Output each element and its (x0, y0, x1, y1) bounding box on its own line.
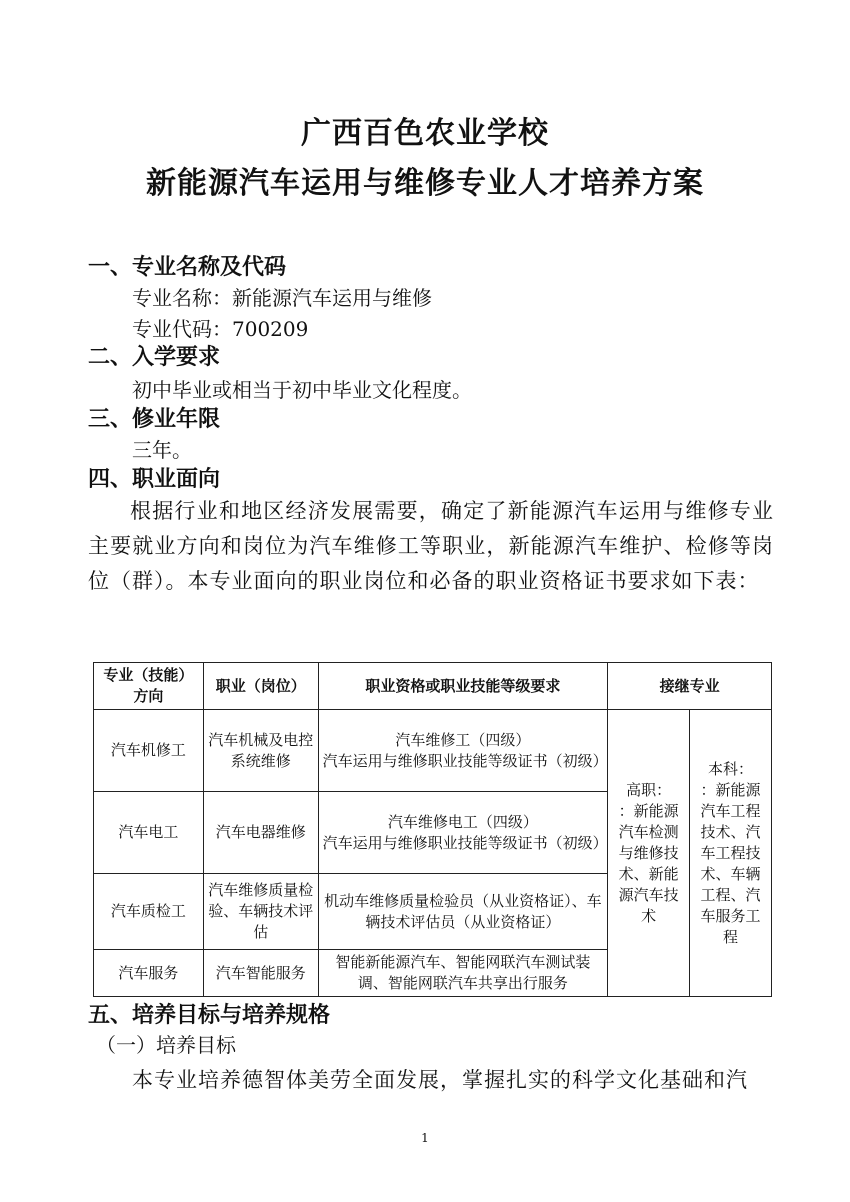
cell-qualification: 智能新能源汽车、智能网联汽车测试装调、智能网联汽车共享出行服务 (318, 950, 607, 997)
table-header-position: 职业（岗位） (203, 663, 318, 710)
section-heading-major: 一、专业名称及代码 (88, 255, 287, 280)
section-heading-duration: 三、修业年限 (88, 407, 221, 432)
cell-position: 汽车电器维修 (203, 792, 318, 874)
cell-qualification: 汽车维修电工（四级） 汽车运用与维修职业技能等级证书（初级） (318, 792, 607, 874)
cell-direction: 汽车电工 (94, 792, 204, 874)
page-title-line1: 广西百色农业学校 (301, 116, 549, 151)
table-header-continuation: 接继专业 (608, 663, 772, 710)
duration-text: 三年。 (132, 438, 192, 462)
subsection-heading-goals: （一）培养目标 (96, 1033, 236, 1057)
career-table (93, 662, 772, 997)
cell-position: 汽车机械及电控系统维修 (203, 710, 318, 792)
cell-direction: 汽车服务 (94, 950, 204, 997)
cell-undergraduate: 本科： ：新能源汽车工程技术、汽车工程技术、车辆工程、汽车服务工程 (690, 710, 772, 997)
table-header-direction: 专业（技能）方向 (94, 663, 204, 710)
cell-higher-vocational: 高职： ：新能源汽车检测与维修技术、新能源汽车技术 (608, 710, 690, 997)
cell-qualification: 汽车维修工（四级） 汽车运用与维修职业技能等级证书（初级） (318, 710, 607, 792)
cell-qualification: 机动车维修质量检验员（从业资格证）、车辆技术评估员（从业资格证） (318, 874, 607, 950)
page-title-line2: 新能源汽车运用与维修专业人才培养方案 (146, 166, 704, 201)
goals-paragraph: 本专业培养德智体美劳全面发展，掌握扎实的科学文化基础和汽 (132, 1068, 748, 1092)
table-header-qualification: 职业资格或职业技能等级要求 (318, 663, 607, 710)
career-paragraph: 根据行业和地区经济发展需要，确定了新能源汽车运用与维修专业主要就业方向和岗位为汽车维修工等职业，新能源汽车维护、检修等岗位（群）。本专业面向的职业岗位和必备的职业资格证书要求如下表： (88, 499, 774, 593)
cell-position: 汽车智能服务 (203, 950, 318, 997)
cell-direction: 汽车质检工 (94, 874, 204, 950)
section-heading-goals: 五、培养目标与培养规格 (88, 1003, 331, 1028)
section-heading-career: 四、职业面向 (88, 467, 221, 492)
table-row (94, 710, 772, 792)
major-code: 专业代码：700209 (132, 317, 309, 341)
admission-text: 初中毕业或相当于初中毕业文化程度。 (132, 378, 472, 402)
major-name: 专业名称：新能源汽车运用与维修 (132, 286, 432, 310)
cell-direction: 汽车机修工 (94, 710, 204, 792)
page-number: 1 (421, 1131, 429, 1145)
cell-position: 汽车维修质量检验、车辆技术评估 (203, 874, 318, 950)
section-heading-admission: 二、入学要求 (88, 345, 221, 370)
